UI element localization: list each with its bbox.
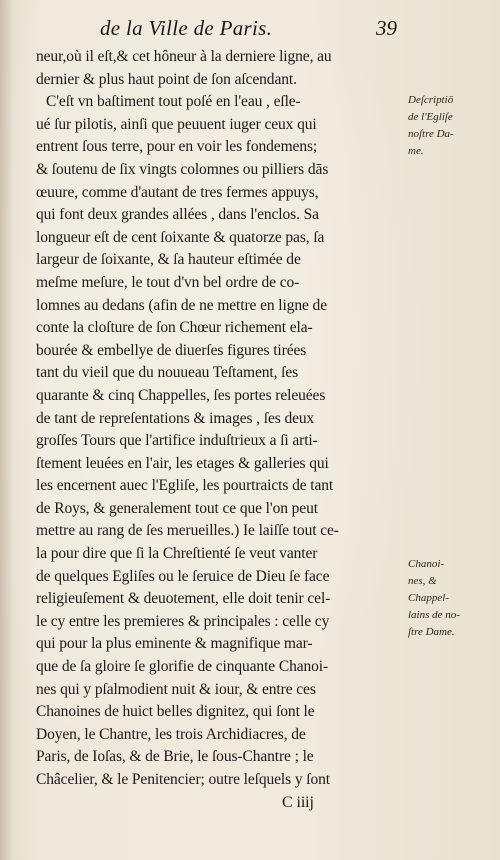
- page-gutter-shadow: [0, 0, 14, 860]
- margin-note-line: Chappel-: [408, 592, 449, 604]
- text-line: & ſoutenu de ſix vingts colomnes ou pilliers dās: [36, 160, 329, 178]
- text-line: de quelques Egliſes ou le ſeruice de Dieu ſe face: [36, 567, 330, 585]
- text-line: le cy entre les premieres & principales : celle cy: [36, 612, 330, 630]
- text-line: groſſes Tours que l'artifice induſtrieux a ſi arti-: [36, 432, 318, 450]
- body-text: [36, 46, 404, 814]
- margin-note-description: [408, 92, 498, 160]
- text-line: dernier & plus haut point de ſon aſcendant.: [36, 70, 297, 88]
- running-head: [0, 12, 500, 42]
- text-line: ué ſur pilotis, ainſi que peuuent iuger ceux qui: [36, 115, 317, 133]
- text-line: tant du vieil que du nouueau Teſtament, ſes: [36, 364, 299, 382]
- text-line: de Roys, & generalement tout ce que l'on peut: [36, 499, 318, 517]
- text-line: les encernent auec l'Egliſe, les pourtraicts de tant: [36, 477, 334, 495]
- text-line: Paris, de Ioſas, & de Brie, le ſous-Chantre ; le: [36, 748, 314, 766]
- page-number: 39: [376, 16, 397, 40]
- text-line: lomnes au dedans (afin de ne mettre en ligne de: [36, 296, 327, 314]
- text-line: quarante & cinq Chappelles, ſes portes releuées: [36, 386, 326, 404]
- text-line: meſme meſure, le tout d'vn bel ordre de co-: [36, 273, 300, 291]
- text-line: qui font deux grandes allées , dans l'enclos. Sa: [36, 206, 319, 224]
- margin-note-line: nes, &: [408, 575, 437, 587]
- text-line: nes qui y pſalmodient nuit & iour, & entre ces: [36, 680, 316, 698]
- margin-note-line: me.: [408, 145, 424, 157]
- margin-note-line: noſtre Da-: [408, 128, 454, 140]
- text-line: longueur eſt de cent ſoixante & quatorze pas, ſa: [36, 228, 325, 246]
- text-line: ſtement leuées en l'air, les etages & galleries qui: [36, 454, 329, 472]
- text-line: bourée & embellye de diuerſes figures tirées: [36, 341, 307, 359]
- text-line: que de ſa gloire ſe glorifie de cinquante Chanoi-: [36, 658, 329, 676]
- text-line: largeur de ſoixante, & ſa hauteur eſtimée de: [36, 251, 301, 269]
- margin-note-line: Chanoi-: [408, 558, 445, 570]
- text-line: neur,où il eſt,& cet hôneur à la derniere ligne, au: [36, 48, 332, 65]
- text-line: Châcelier, & le Penitencier; outre leſquels y ſont: [36, 771, 330, 788]
- text-line: de tant de repreſentations & images , ſes deux: [36, 409, 315, 427]
- text-line: la pour dire que ſi la Chreſtienté ſe veut vanter: [36, 545, 318, 563]
- signature-mark: C iiij: [282, 793, 314, 811]
- running-title: de la Ville de Paris.: [100, 16, 273, 40]
- text-line: C'eſt vn baſtiment tout poſé en l'eau , eſle-: [46, 93, 301, 111]
- margin-note-chanoines: [408, 556, 498, 641]
- text-line: mettre au rang de ſes merueilles.) Ie laiſſe tout ce-: [36, 522, 339, 540]
- text-line: qui pour la plus eminente & magnifique mar-: [36, 635, 313, 653]
- text-line: Doyen, le Chantre, les trois Archidiacres, de: [36, 725, 306, 743]
- margin-note-line: de l'Egliſe: [408, 111, 453, 123]
- margin-note-line: Deſcriptiō: [408, 94, 454, 106]
- text-line: Chanoines de huict belles dignitez, qui ſont le: [36, 703, 315, 721]
- margin-note-line: ſtre Dame.: [408, 626, 455, 638]
- text-line: œuure, comme d'autant de tres fermes appuys,: [36, 183, 319, 201]
- text-line: religieuſement & deuotement, elle doit tenir cel-: [36, 590, 331, 608]
- text-line: conte la cloſture de ſon Chœur richement ela-: [36, 319, 313, 337]
- text-line: entrent ſous terre, pour en voir les fondemens;: [36, 138, 318, 156]
- margin-note-line: lains de no-: [408, 609, 460, 621]
